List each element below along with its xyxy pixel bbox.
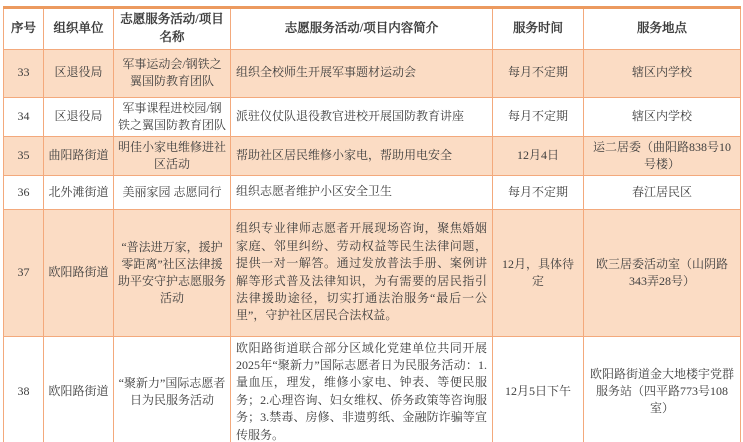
- table-row: [4, 136, 741, 175]
- cell-service-place: 辖区内学校: [584, 97, 741, 136]
- cell-activity-name: “聚新力”国际志愿者日为民服务活动: [114, 336, 231, 442]
- cell-activity-description: 组织全校师生开展军事题材运动会: [231, 49, 493, 97]
- column-header-activity-description: 志愿服务活动/项目内容简介: [231, 8, 493, 50]
- cell-serial: 38: [4, 336, 44, 442]
- volunteer-service-table: [3, 6, 741, 442]
- cell-activity-name: 美丽家园 志愿同行: [114, 175, 231, 209]
- cell-activity-description: 欧阳路街道联合部分区域化党建单位共同开展2025年“聚新力”国际志愿者日为民服务活动：1.量血压，理发，维修小家电、钟表、等便民服务；2.心理咨询、妇女维权、侨务政策等咨询服务；3.禁毒、房修、非遗剪纸、金融防诈骗等宣传服务。: [231, 336, 493, 442]
- cell-organization: 区退役局: [44, 49, 114, 97]
- table-row: [4, 49, 741, 97]
- cell-serial: 34: [4, 97, 44, 136]
- cell-activity-description: 派驻仪仗队退役教官进校开展国防教育讲座: [231, 97, 493, 136]
- cell-service-place: 辖区内学校: [584, 49, 741, 97]
- table-row: [4, 209, 741, 336]
- cell-serial: 37: [4, 209, 44, 336]
- cell-service-time: 12月5日下午: [493, 336, 584, 442]
- cell-activity-name: “普法进万家，援护零距离”社区法律援助平安守护志愿服务活动: [114, 209, 231, 336]
- cell-activity-name: 军事运动会/钢铁之翼国防教育团队: [114, 49, 231, 97]
- cell-service-time: 12月4日: [493, 136, 584, 175]
- cell-service-time: 每月不定期: [493, 49, 584, 97]
- cell-activity-description: 帮助社区居民维修小家电，帮助用电安全: [231, 136, 493, 175]
- cell-organization: 区退役局: [44, 97, 114, 136]
- cell-organization: 曲阳路街道: [44, 136, 114, 175]
- column-header-serial: 序号: [4, 8, 44, 50]
- cell-activity-description: 组织专业律师志愿者开展现场咨询，聚焦婚姻家庭、邻里纠纷、劳动权益等民生法律问题，提供一对一解答。通过发放普法手册、案例讲解等形式普及法律知识，为有需要的居民指引法律援助途径，切实打通法治服务“最后一公里”，守护社区居民合法权益。: [231, 209, 493, 336]
- table-row: [4, 336, 741, 442]
- table-header-row: [4, 8, 741, 50]
- cell-service-time: 每月不定期: [493, 175, 584, 209]
- column-header-activity-name: 志愿服务活动/项目名称: [114, 8, 231, 50]
- cell-serial: 33: [4, 49, 44, 97]
- cell-service-time: 12月，具体待定: [493, 209, 584, 336]
- column-header-service-time: 服务时间: [493, 8, 584, 50]
- column-header-service-place: 服务地点: [584, 8, 741, 50]
- cell-activity-description: 组织志愿者维护小区安全卫生: [231, 175, 493, 209]
- cell-organization: 北外滩街道: [44, 175, 114, 209]
- cell-activity-name: 明佳小家电维修进社区活动: [114, 136, 231, 175]
- table-row: [4, 97, 741, 136]
- cell-service-time: 每月不定期: [493, 97, 584, 136]
- column-header-organization: 组织单位: [44, 8, 114, 50]
- cell-organization: 欧阳路街道: [44, 209, 114, 336]
- cell-serial: 35: [4, 136, 44, 175]
- cell-serial: 36: [4, 175, 44, 209]
- cell-activity-name: 军事课程进校园/钢铁之翼国防教育团队: [114, 97, 231, 136]
- cell-service-place: 春江居民区: [584, 175, 741, 209]
- cell-service-place: 欧阳路街道金大地楼宇党群服务站（四平路773号108室）: [584, 336, 741, 442]
- table-row: [4, 175, 741, 209]
- cell-service-place: 欧三居委活动室（山阴路343弄28号）: [584, 209, 741, 336]
- cell-service-place: 运二居委（曲阳路838号10号楼）: [584, 136, 741, 175]
- cell-organization: 欧阳路街道: [44, 336, 114, 442]
